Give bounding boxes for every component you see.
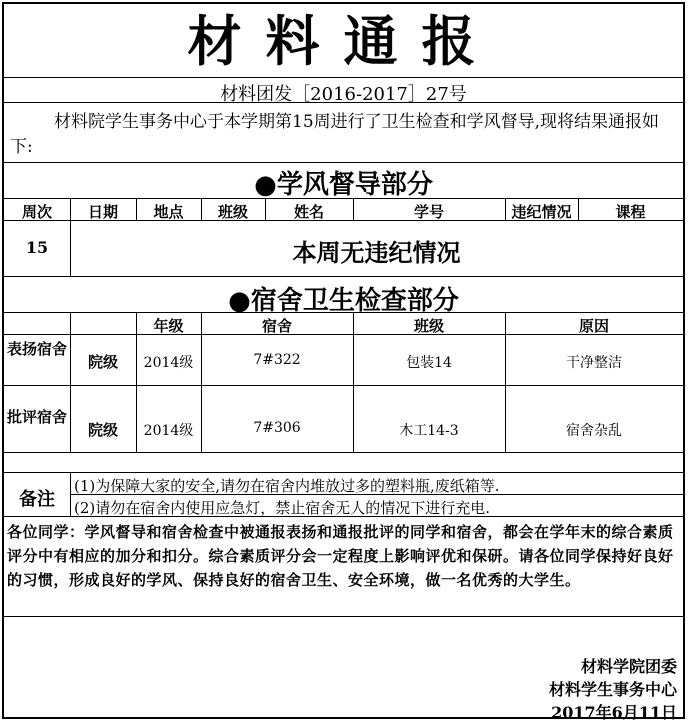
dorm-row-reason: 宿舍杂乱: [566, 423, 622, 439]
intro-text: 材料院学生事务中心于本学期第15周进行了卫生检查和学风督导,现将结果通报如下:: [10, 112, 660, 157]
dorm-row-class: 包装14: [406, 355, 452, 371]
dorm-row-reason: 干净整洁: [566, 355, 622, 371]
divider: [4, 276, 683, 277]
col-reason: 原因: [578, 317, 609, 335]
study-result: 本周无违纪情况: [292, 238, 461, 267]
col-name: 姓名: [293, 203, 324, 221]
col-week: 周次: [21, 203, 52, 221]
col-grade: 年级: [153, 317, 184, 335]
divider: [4, 334, 683, 335]
dorm-row-level: 院级: [87, 421, 118, 439]
col-date: 日期: [87, 203, 118, 221]
divider: [4, 220, 683, 221]
col-place: 地点: [153, 203, 184, 221]
document-title: 材料通报: [187, 9, 500, 73]
dorm-row-class: 木工14-3: [399, 423, 459, 439]
col-dorm-class: 班级: [413, 317, 444, 335]
divider: [4, 312, 683, 313]
col-course: 课程: [615, 203, 646, 221]
document-number: 材料团发［2016-2017］27号: [220, 84, 467, 105]
col-violation: 违纪情况: [511, 203, 572, 221]
divider: [4, 77, 683, 78]
divider: [4, 616, 683, 617]
divider: [4, 162, 683, 163]
dorm-row-room: 7#306: [253, 420, 301, 436]
col-student-id: 学号: [413, 203, 444, 221]
col-class: 班级: [217, 203, 248, 221]
dorm-row-type: 表扬宿舍: [6, 340, 67, 358]
dorm-row-room: 7#322: [253, 352, 301, 368]
dorm-row-type: 批评宿舍: [6, 408, 67, 426]
divider: [4, 516, 683, 517]
divider: [4, 102, 683, 103]
divider: [4, 198, 683, 199]
divider: [4, 452, 683, 453]
dorm-section-heading: ●宿舍卫生检查部分: [228, 286, 459, 316]
remark-item: (1)为保障大家的安全,请勿在宿舍内堆放过多的塑料瓶,废纸箱等.: [74, 477, 500, 495]
divider: [4, 385, 683, 386]
remarks-label: 备注: [19, 489, 55, 510]
signature-date: 2017年6月11日: [551, 703, 677, 722]
notice-document: [2, 2, 685, 722]
remark-item: (2)请勿在宿舍内使用应急灯，禁止宿舍无人的情况下进行充电.: [74, 499, 491, 517]
signature-org1: 材料学院团委: [580, 657, 677, 676]
notice-paragraph: 各位同学：学风督导和宿舍检查中被通报表扬和通报批评的同学和宿舍，都会在学年末的综合素质评分中有相应的加分和扣分。综合素质评分会一定程度上影响评优和保研。请各位同学保持好良好的习惯，形成良好的学风、保持良好的宿舍卫生、安全环境，做一名优秀的大学生。: [7, 523, 674, 589]
dorm-row-level: 院级: [87, 353, 118, 371]
signature-org2: 材料学生事务中心: [548, 680, 677, 699]
dorm-row-grade: 2014级: [143, 355, 194, 371]
divider: [4, 472, 683, 473]
divider: [70, 494, 683, 495]
dorm-row-grade: 2014级: [143, 423, 194, 439]
col-dorm: 宿舍: [261, 317, 292, 335]
study-section-heading: ●学风督导部分: [254, 170, 433, 200]
week-value: 15: [25, 238, 49, 257]
